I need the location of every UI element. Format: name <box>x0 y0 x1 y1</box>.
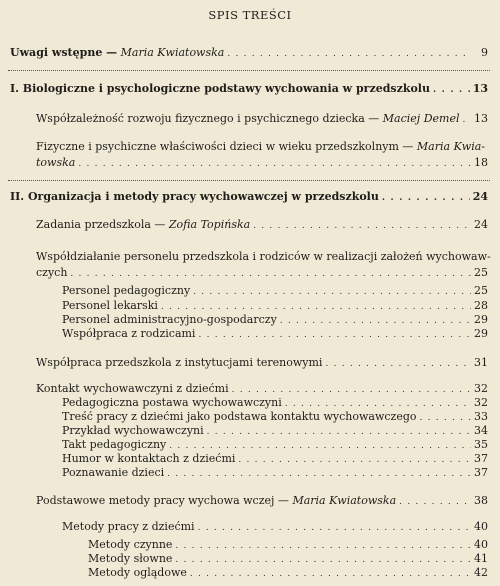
toc-subentry <box>62 438 488 453</box>
page-number: 24 <box>474 218 488 231</box>
dot-leader <box>433 84 470 97</box>
toc-entry-author: Maria Kwia- <box>416 140 486 153</box>
page-number: 32 <box>474 382 488 395</box>
toc-entry-author: Maria Kwiatowska <box>120 46 225 59</box>
page-number: 40 <box>474 520 488 533</box>
page-title: SPIS TREŚCI <box>208 8 292 22</box>
page-number: 9 <box>481 46 488 59</box>
page-number: 37 <box>474 466 488 479</box>
toc-entry-label: Uwagi wstępne — <box>10 46 118 59</box>
toc-entry-label: Zadania przedszkola — <box>36 218 166 231</box>
toc-entry-author: Maciej Demel <box>382 112 460 125</box>
toc-entry-label: Przykład wychowawczyni <box>62 424 204 437</box>
dot-leader <box>399 496 471 509</box>
dot-leader <box>167 468 471 481</box>
toc-entry-label: Metody słowne <box>88 552 173 565</box>
toc-entry-label: Podstawowe metody pracy wychowa wczej — <box>36 494 289 507</box>
toc-part-title: II. Organizacja i metody pracy wychowawczej w przedszkolu <box>10 190 379 203</box>
page-number: 34 <box>474 424 488 437</box>
page-number: 38 <box>474 494 488 507</box>
page-number: 13 <box>472 82 488 95</box>
page-number: 25 <box>474 266 488 279</box>
page-number: 29 <box>474 313 488 326</box>
toc-entry-metody <box>36 494 488 509</box>
toc-entry-label: Humor w kontaktach z dziećmi <box>62 452 236 465</box>
dot-leader <box>198 329 471 342</box>
toc-subentry <box>62 299 488 314</box>
toc-entry-label: Fizyczne i psychiczne właściwości dzieci w wieku przedszkolnym — <box>36 140 414 153</box>
toc-subentry <box>88 538 488 553</box>
page-number: 32 <box>474 396 488 409</box>
toc-entry-instytucje <box>36 356 488 371</box>
page-number: 28 <box>474 299 488 312</box>
toc-part-1 <box>10 82 488 97</box>
toc-entry-uwagi <box>10 46 488 61</box>
toc-subentry <box>62 424 488 439</box>
toc-entry-wspoldzialanie <box>36 266 488 281</box>
toc-entry-fizyczne <box>36 156 488 171</box>
toc-part-2 <box>10 190 488 205</box>
dot-leader <box>193 286 471 299</box>
toc-entry-label: Poznawanie dzieci <box>62 466 165 479</box>
toc-entry-label: Treść pracy z dziećmi jako podstawa kontaktu wychowawczego <box>62 410 417 423</box>
toc-subentry <box>62 284 488 299</box>
toc-subentry <box>62 313 488 328</box>
dot-leader <box>70 268 471 281</box>
toc-subentry <box>62 466 488 481</box>
toc-entry-label: czych <box>36 266 68 279</box>
toc-entry-label: Współpraca przedszkola z instytucjami terenowymi <box>36 356 323 369</box>
toc-subentry <box>88 566 488 581</box>
section-divider <box>8 180 490 181</box>
toc-entry-fizyczne-line1 <box>36 140 485 153</box>
toc-entry-label: Metody czynne <box>88 538 173 551</box>
dot-leader <box>463 114 472 127</box>
page-number: 25 <box>474 284 488 297</box>
toc-entry-label: Personel pedagogiczny <box>62 284 191 297</box>
toc-entry-label: Metody oglądowe <box>88 566 187 579</box>
toc-part-title: I. Biologiczne i psychologiczne podstawy wychowania w przedszkolu <box>10 82 430 95</box>
toc-subentry <box>62 452 488 467</box>
toc-entry-author: Maria Kwiatowska <box>292 494 397 507</box>
dot-leader <box>325 358 471 371</box>
page-number: 35 <box>474 438 488 451</box>
toc-subentry <box>62 396 488 411</box>
toc-entry-label: Personel administracyjno-gospodarczy <box>62 313 277 326</box>
toc-entry-label: Takt pedagogiczny <box>62 438 167 451</box>
page-number: 42 <box>474 566 488 579</box>
toc-entry-kontakt <box>36 382 488 397</box>
toc-entry-label: Pedagogiczna postawa wychowawczyni <box>62 396 282 409</box>
page-number: 13 <box>474 112 488 125</box>
toc-entry-wspoldzialanie-line1: Współdziałanie personelu przedszkola i rodziców w realizacji założeń wychowaw- <box>36 250 491 263</box>
toc-entry-label: Metody pracy z dziećmi <box>62 520 195 533</box>
toc-subentry <box>62 410 488 425</box>
page-number: 37 <box>474 452 488 465</box>
page-number: 24 <box>472 190 488 203</box>
toc-entry-label: Kontakt wychowawczyni z dziećmi <box>36 382 229 395</box>
toc-entry-author: Zofia Topińska <box>168 218 251 231</box>
dot-leader <box>198 522 471 535</box>
page-number: 41 <box>474 552 488 565</box>
page-number: 40 <box>474 538 488 551</box>
page-number: 33 <box>474 410 488 423</box>
section-divider <box>8 70 490 71</box>
toc-entry-label: Współzależność rozwoju fizycznego i psychicznego dziecka — <box>36 112 380 125</box>
page-number: 29 <box>474 327 488 340</box>
toc-entry-label: Współpraca z rodzicami <box>62 327 196 340</box>
dot-leader <box>253 220 471 233</box>
toc-entry-author-cont: towska <box>36 156 76 169</box>
page-number: 31 <box>474 356 488 369</box>
toc-subentry <box>62 327 488 342</box>
dot-leader <box>78 158 471 171</box>
toc-entry-label: Personel lekarski <box>62 299 158 312</box>
toc-entry-wspolzaleznosc <box>36 112 488 127</box>
toc-entry-zadania <box>36 218 488 233</box>
dot-leader <box>190 568 471 581</box>
toc-subentry <box>88 552 488 567</box>
toc-entry-metody-pracy <box>62 520 488 535</box>
dot-leader <box>227 48 471 61</box>
page-number: 18 <box>474 156 488 169</box>
dot-leader <box>382 192 470 205</box>
